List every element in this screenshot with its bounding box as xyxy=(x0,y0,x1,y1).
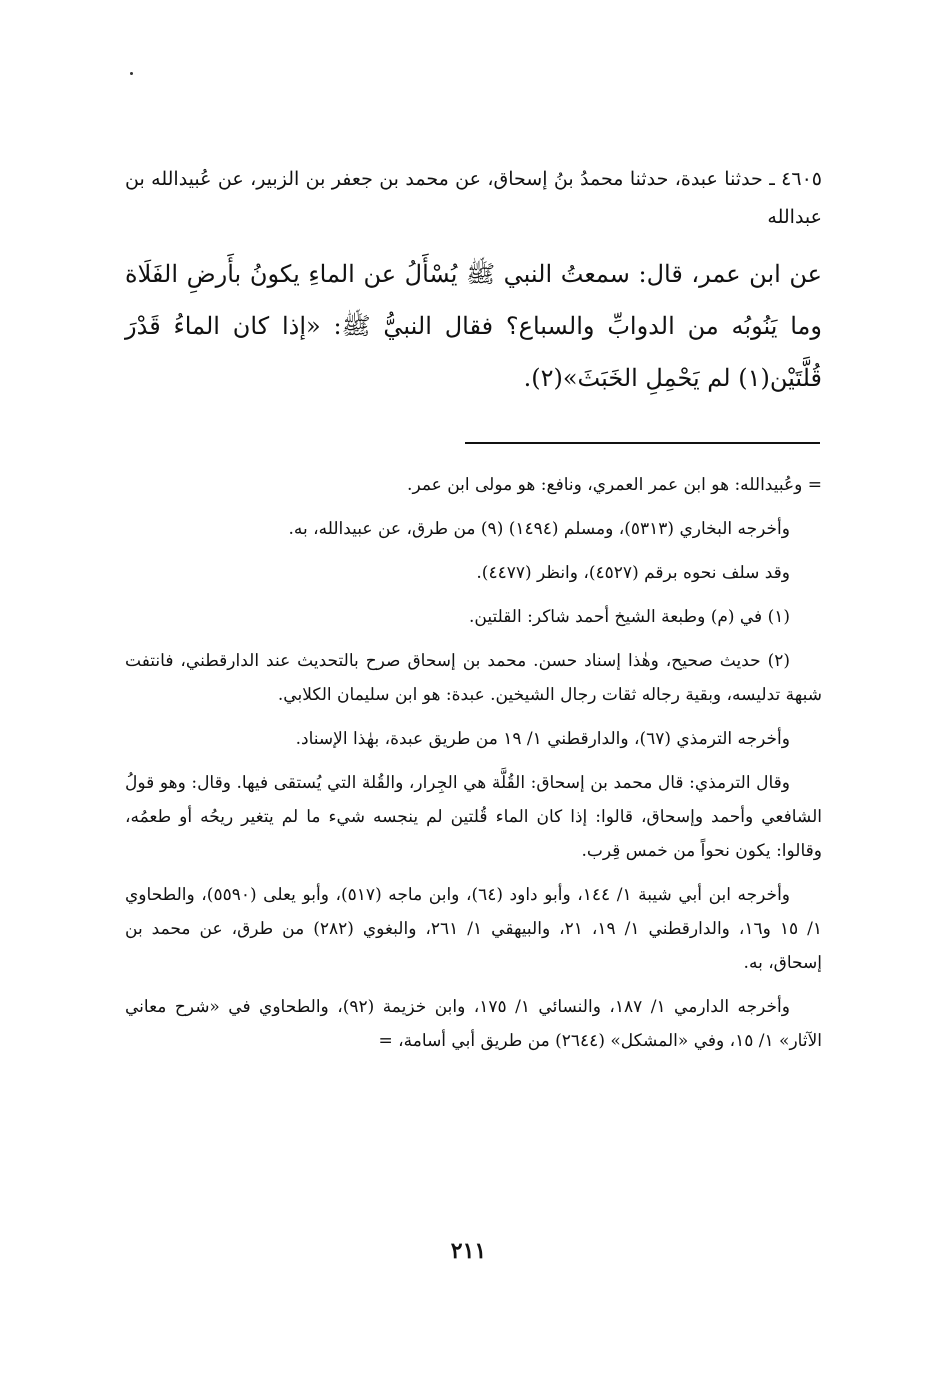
footnotes-block xyxy=(125,468,822,1068)
footnote-2-tirmidhi: وأخرجه الترمذي (٦٧)، والدارقطني ١/ ١٩ من طريق عبدة، بهٰذا الإسناد. xyxy=(295,729,790,749)
footnote-2-sources: وأخرجه ابن أبي شيبة ١/ ١٤٤، وأبو داود (٦٤)، وابن ماجه (٥١٧)، وأبو يعلى (٥٥٩٠)، والطحاوي ١/ ١٥ و١٦، والدارقطني ١/ ١٩، ٢١، والبيهقي ١/ ٢٦١، والبغوي (٢٨٢) من طرق، عن محمد بن إسحاق، به. xyxy=(125,885,822,973)
hadith-isnad: ٤٦٠٥ ـ حدثنا عبدة، حدثنا محمدُ بنُ إسحاق، عن محمد بن جعفر بن الزبير، عن عُبيدالله بن عبدالله xyxy=(125,168,822,228)
page-number: ٢١١ xyxy=(450,1238,487,1264)
footnote-2-more-sources: وأخرجه الدارمي ١/ ١٨٧، والنسائي ١/ ١٧٥، وابن خزيمة (٩٢)، والطحاوي في «شرح معاني الآثار» ١/ ١٥، وفي «المشكل» (٢٦٤٤) من طريق أبي أسامة، = xyxy=(125,997,822,1051)
footnote-continuation-2: وأخرجه البخاري (٥٣١٣)، ومسلم (١٤٩٤) (٩) من طرق، عن عبيدالله، به. xyxy=(288,519,790,539)
footnote-1: (١) في (م) وطبعة الشيخ أحمد شاكر: القلتين. xyxy=(468,607,790,627)
footnote-2-tirmidhi-comment: وقال الترمذي: قال محمد بن إسحاق: القُلَّة هي الجِرار، والقُلة التي يُستقى فيها. وقال: وهو قولُ الشافعي وأحمد وإسحاق، قالوا: إذا كان الماء قُلتين لم ينجسه شيء ما لم يتغير ريحُه أو طعمُه، وقالوا: يكون نحواً من خمس قِرب. xyxy=(125,773,822,861)
hadith-matn: عن ابن عمر، قال: سمعتُ النبي ﷺ يُسْأَلُ عن الماءِ يكونُ بأَرضِ الفَلَاة وما يَنُوبُه من الدوابِّ والسباع؟ فقال النبيُّ ﷺ: «إذا كان الماءُ قَدْرَ قُلَّتَيْن(١) لم يَحْمِلِ الخَبَثَ»(٢). xyxy=(125,260,822,392)
footnote-2: (٢) حديث صحيح، وهٰذا إسناد حسن. محمد بن إسحاق صرح بالتحديث عند الدارقطني، فانتفت شبهة تدليسه، وبقية رجاله ثقات رجال الشيخين. عبدة: هو ابن سليمان الكلابي. xyxy=(125,651,822,705)
speck-mark xyxy=(130,72,133,75)
hadith-block xyxy=(125,160,822,404)
footnote-separator xyxy=(465,442,820,444)
footnote-continuation-1: = وعُبيدالله: هو ابن عمر العمري، ونافع: هو مولى ابن عمر. xyxy=(407,475,822,495)
footnote-continuation-3: وقد سلف نحوه برقم (٤٥٢٧)، وانظر (٤٤٧٧). xyxy=(476,563,790,583)
